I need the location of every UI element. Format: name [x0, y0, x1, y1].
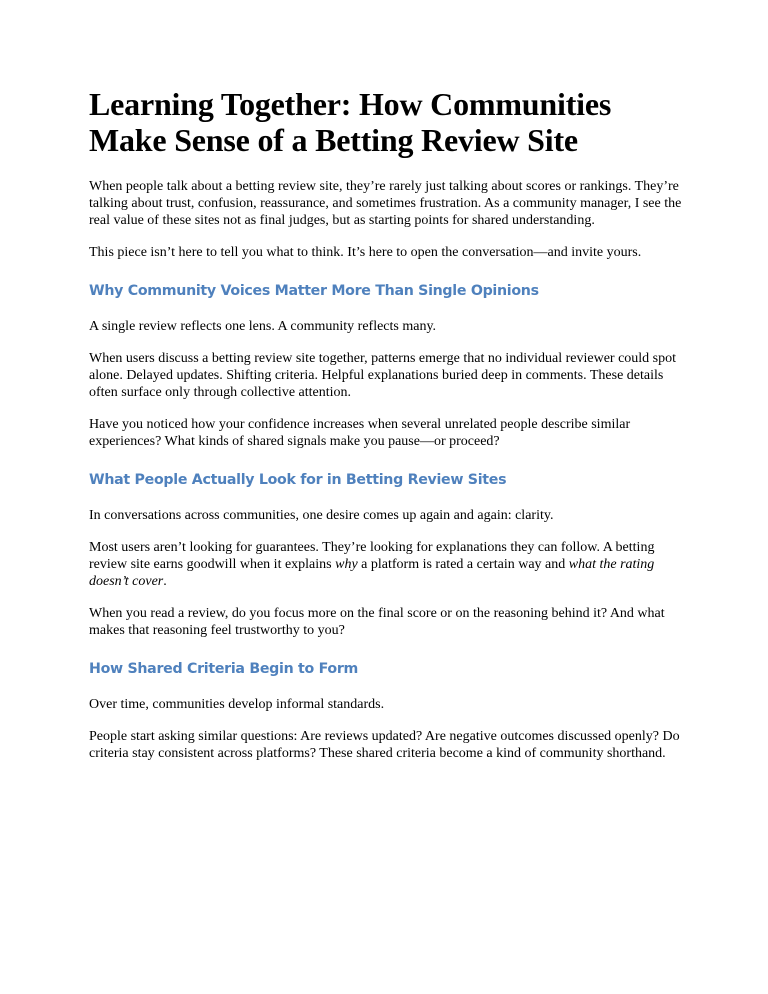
intro-paragraph: When people talk about a betting review site, they’re rarely just talking about scores or rankings. They’re talking about trust, confusion, reassurance, and sometimes frustration. As a community manager, I see the real value of these sites not as final judges, but as starting points for shared understanding. — [89, 179, 682, 228]
body-paragraph — [89, 539, 689, 590]
section-heading: Why Community Voices Matter More Than Single Opinions — [89, 283, 539, 299]
emphasis-text: why — [335, 557, 358, 572]
paragraph-text: . — [163, 574, 167, 589]
body-paragraph: A single review reflects one lens. A community reflects many. — [89, 319, 437, 334]
section-heading: How Shared Criteria Begin to Form — [89, 661, 359, 677]
intro-paragraph: This piece isn’t here to tell you what to think. It’s here to open the conversation—and invite yours. — [89, 245, 642, 260]
paragraph-text: Most users aren’t looking for guarantees. They’re looking for explanations they can follow. A betting review site earns goodwill when it explains — [89, 540, 655, 572]
paragraph-text: a platform is rated a certain way and — [357, 557, 569, 572]
page-title: Learning Together: How Communities Make Sense of a Betting Review Site — [89, 86, 612, 158]
body-paragraph: When users discuss a betting review site together, patterns emerge that no individual reviewer could spot alone. Delayed updates. Shifting criteria. Helpful explanations buried deep in comments. These details often surface only through collective attention. — [89, 351, 677, 400]
body-paragraph: In conversations across communities, one desire comes up again and again: clarity. — [89, 508, 554, 523]
section-heading: What People Actually Look for in Betting Review Sites — [89, 472, 507, 488]
body-paragraph: Have you noticed how your confidence increases when several unrelated people describe similar experiences? What kinds of shared signals make you pause—or proceed? — [89, 417, 631, 449]
body-paragraph: Over time, communities develop informal standards. — [89, 697, 385, 712]
emphasis-text: what the rating doesn’t cover — [89, 557, 655, 589]
body-paragraph: When you read a review, do you focus more on the final score or on the reasoning behind it? And what makes that reasoning feel trustworthy to you? — [89, 606, 665, 638]
body-paragraph: People start asking similar questions: Are reviews updated? Are negative outcomes discussed openly? Do criteria stay consistent across platforms? These shared criteria become a kind of community shorthand. — [89, 729, 680, 761]
document-body — [89, 86, 689, 777]
